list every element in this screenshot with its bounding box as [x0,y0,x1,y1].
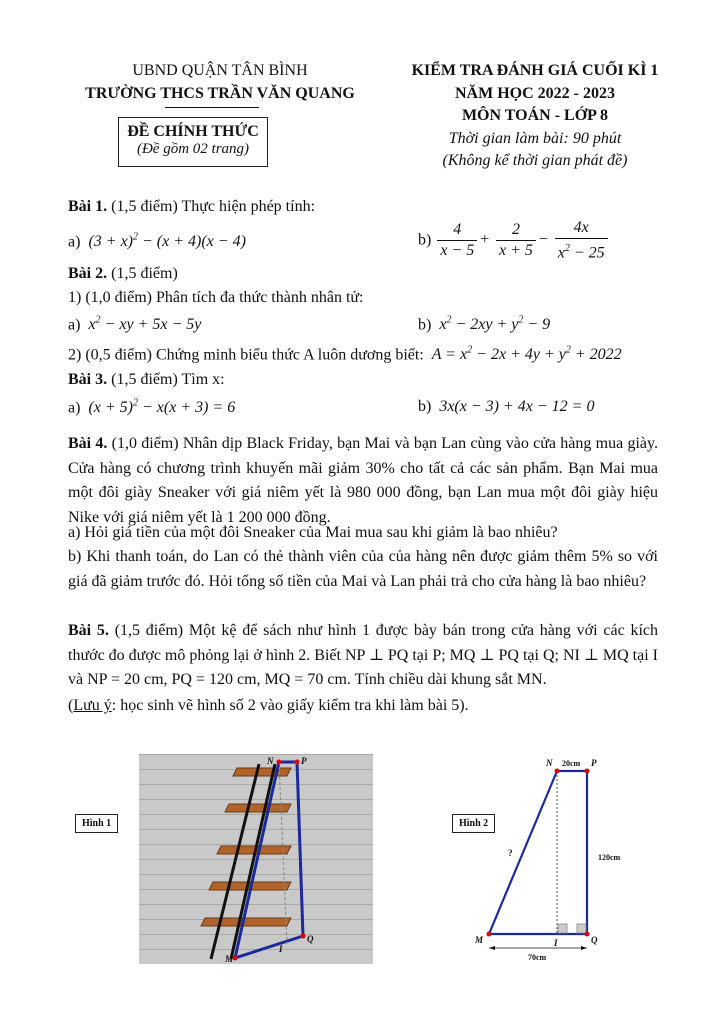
np-length: 20cm [562,759,581,768]
bai2-q2-text: 2) (0,5 điểm) Chứng minh biểu thức A luôn dương biết: [68,346,424,364]
label-p: P [591,758,597,768]
photo-label-p: P [301,756,307,766]
bai2-q2-expr: $A = x^2 - 2x + 4y + y^2 + 2022$ [427,345,622,364]
bai2-heading [68,265,178,283]
bai5-body: (1,5 điểm) Một kệ để sách như hình 1 được bày bán trong cửa hàng với các kích thước đo được mô phỏng lại ở hình 2. Biết NP ⊥ PQ tại P; MQ ⊥ PQ tại Q; NI ⊥ MQ tại I và NP = 20 cm, PQ = 120 cm, MQ = 70 cm. Tính chiều dài khung sắt MN. [68,622,658,688]
hinh1-label: Hình 1 [75,814,118,833]
bai5-note [68,697,469,715]
bai4-body: (1,0 điểm) Nhân dịp Black Friday, bạn Mai và bạn Lan cùng vào cửa hàng mua giày. Cửa hàng có chương trình khuyến mãi giảm 30% cho tất cả các sản phẩm. Bạn Mai mua một đôi giày Sneaker với giá niêm yết là 980 000 đồng, bạn Lan mua một đôi giày hiệu Nike với giá niêm yết là 1 200 000 đồng. [68,435,658,526]
bai1-desc: (1,5 điểm) Thực hiện phép tính: [107,198,316,215]
duration-note: (Không kể thời gian phát đề) [442,152,628,169]
label-i: I [554,938,558,948]
duration: Thời gian làm bài: 90 phút [448,130,622,147]
photo-label-m: M [225,954,234,964]
bai3-desc: (1,5 điểm) Tìm x: [107,371,225,388]
bai2-a-label: a) [68,316,81,334]
bookshelf-photo [139,754,373,964]
bai4-title: Bài 4. [68,435,108,452]
bai3-a-expr: $(x + 5)^2 - x(x + 3) = 6$ [84,398,236,417]
hinh2-label: Hình 2 [452,814,495,833]
district-name: UBND QUẬN TÂN BÌNH [132,62,308,79]
photo-label-n: N [267,756,274,766]
bai4-text [68,432,658,530]
mn-unknown: ? [508,848,513,858]
exam-title: KIỂM TRA ĐÁNH GIÁ CUỐI KÌ 1 [411,62,659,79]
photo-label-q: Q [307,934,314,944]
bai2-b-expr: $x^2 - 2xy + y^2 - 9$ [435,315,551,334]
note-text: : học sinh vẽ hình số 2 vào giấy kiểm tra khi làm bài 5). [111,697,469,714]
bai4-a: a) Hỏi giá tiền của một đôi Sneaker của Mai mua sau khi giảm là bao nhiêu? [68,524,558,541]
note-paren: ( [68,697,74,714]
bai4-b: b) Khi thanh toán, do Lan có thẻ thành viên của của hàng nên được giảm thêm 5% so với giá đã giảm trước đó. Hỏi tổng số tiền của Mai và Lan phải trả cho cửa hàng là bao nhiêu? [68,548,658,590]
bai3-b-expr: 3x(x − 3) + 4x − 12 = 0 [435,398,595,415]
bai2-b-label: b) [418,316,432,334]
note-label: Lưu ý [73,697,112,714]
header-underline [165,107,259,108]
school-name: TRƯỜNG THCS TRẦN VĂN QUANG [85,85,355,102]
bai5-title: Bài 5. [68,622,109,639]
bai3-a-label: a) [68,399,81,417]
official-box [118,117,268,167]
bai2-a-expr: $x^2$ − xy + 5x − 5y [84,315,202,334]
bai1-a-label: a) [68,233,81,251]
bai2-desc: (1,5 điểm) [107,265,178,282]
bai1-a [68,232,246,251]
bookshelf-illustration [139,754,373,964]
bai1-heading [68,198,315,216]
trapezoid-diagram [460,750,640,970]
bai3-a [68,398,235,417]
bai1-b-label: b) [418,231,432,249]
subject: MÔN TOÁN - LỚP 8 [461,107,609,124]
pq-length: 120cm [598,853,621,862]
bai1-b [418,218,610,263]
page-count: (Đề gồm 02 trang) [136,141,250,157]
bai1-title: Bài 1. [68,198,108,215]
bai2-q1: 1) (1,0 điểm) Phân tích đa thức thành nhân tử: [68,289,364,306]
bai3-heading [68,371,225,389]
bai2-q2 [68,345,622,364]
bai3-b [418,398,594,416]
label-q: Q [591,935,598,945]
bai2-b [418,315,550,334]
mq-length: 70cm [528,953,547,962]
school-year: NĂM HỌC 2022 - 2023 [455,85,615,102]
label-n: N [546,758,553,768]
bai3-b-label: b) [418,398,432,415]
official-title: ĐỀ CHÍNH THỨC [127,123,259,140]
bai2-a [68,315,201,334]
bai3-title: Bài 3. [68,371,108,388]
photo-label-i: I [279,944,283,954]
bai1-b-expr: $\frac{4}{x - 5}$ + $\frac{2}{x + 5}$ − $\frac{4x}{x^2 - 25}$ [435,231,609,248]
bai2-title: Bài 2. [68,265,108,282]
bai1-a-expr: $(3 + x)^2 - (x + 4)(x - 4)$ [84,232,246,251]
bai5-text [68,619,658,693]
label-m: M [475,935,484,945]
